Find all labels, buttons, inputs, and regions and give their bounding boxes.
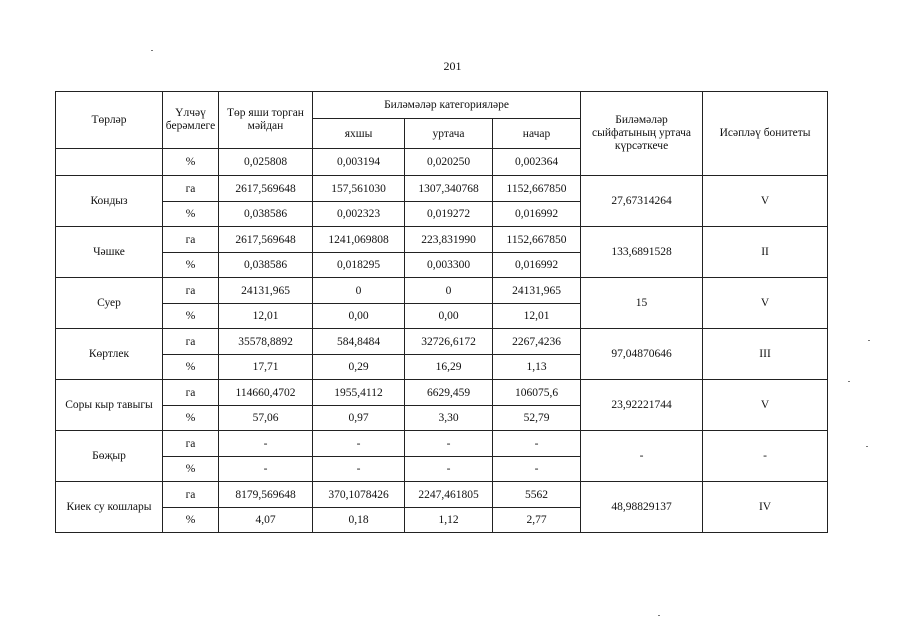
- cell-ha-unit: га: [163, 431, 219, 457]
- cell-ha-good: 584,8484: [313, 329, 405, 355]
- cell-pct-unit: %: [163, 355, 219, 380]
- cell-ha-bad: 2267,4236: [493, 329, 581, 355]
- cell-ha-area: 114660,4702: [219, 380, 313, 406]
- header-pct-area: 0,025808: [219, 149, 313, 176]
- cell-ha-medium: 0: [405, 278, 493, 304]
- table-row: [56, 431, 828, 457]
- cell-ha-medium: 1307,340768: [405, 176, 493, 202]
- avg-quality-value: 48,98829137: [581, 482, 703, 533]
- cell-pct-good: 0,97: [313, 406, 405, 431]
- species-name: Чәшке: [56, 227, 163, 278]
- cell-pct-bad: 2,77: [493, 508, 581, 533]
- cell-ha-unit: га: [163, 227, 219, 253]
- cell-pct-good: 0,18: [313, 508, 405, 533]
- table-row: [56, 278, 828, 304]
- bonitet-value: IV: [703, 482, 828, 533]
- cell-ha-good: -: [313, 431, 405, 457]
- cell-pct-bad: -: [493, 457, 581, 482]
- bonitet-value: V: [703, 380, 828, 431]
- bonitet-value: V: [703, 278, 828, 329]
- cell-pct-unit: %: [163, 457, 219, 482]
- cell-ha-good: 1955,4112: [313, 380, 405, 406]
- land-category-table: [55, 91, 828, 533]
- cell-ha-medium: -: [405, 431, 493, 457]
- cell-ha-good: 0: [313, 278, 405, 304]
- cell-pct-good: 0,00: [313, 304, 405, 329]
- cell-pct-bad: 52,79: [493, 406, 581, 431]
- cell-pct-good: 0,29: [313, 355, 405, 380]
- cell-pct-unit: %: [163, 202, 219, 227]
- cell-ha-unit: га: [163, 278, 219, 304]
- cell-pct-area: -: [219, 457, 313, 482]
- cell-ha-good: 1241,069808: [313, 227, 405, 253]
- cell-ha-bad: 106075,6: [493, 380, 581, 406]
- cell-pct-area: 17,71: [219, 355, 313, 380]
- cell-ha-bad: 5562: [493, 482, 581, 508]
- cell-ha-area: 2617,569648: [219, 176, 313, 202]
- scan-speck: [151, 50, 153, 51]
- bonitet-value: III: [703, 329, 828, 380]
- cell-pct-medium: 3,30: [405, 406, 493, 431]
- cell-pct-bad: 1,13: [493, 355, 581, 380]
- cell-ha-medium: 223,831990: [405, 227, 493, 253]
- cell-ha-medium: 6629,459: [405, 380, 493, 406]
- cell-pct-bad: 0,016992: [493, 202, 581, 227]
- cell-pct-area: 57,06: [219, 406, 313, 431]
- cell-ha-unit: га: [163, 176, 219, 202]
- cell-pct-unit: %: [163, 508, 219, 533]
- cell-pct-area: 12,01: [219, 304, 313, 329]
- cell-ha-bad: 1152,667850: [493, 176, 581, 202]
- avg-quality-value: 15: [581, 278, 703, 329]
- header-area: Төр яши торган мәйдан: [219, 92, 313, 149]
- species-name: Кондыз: [56, 176, 163, 227]
- cell-ha-good: 157,561030: [313, 176, 405, 202]
- header-cat-good: яхшы: [313, 119, 405, 149]
- table-row: [56, 227, 828, 253]
- cell-pct-medium: 0,00: [405, 304, 493, 329]
- cell-pct-medium: 1,12: [405, 508, 493, 533]
- table-row: [56, 329, 828, 355]
- bonitet-value: -: [703, 431, 828, 482]
- cell-ha-good: 370,1078426: [313, 482, 405, 508]
- page-number: 201: [443, 59, 462, 73]
- cell-pct-medium: -: [405, 457, 493, 482]
- scan-speck: [848, 381, 850, 382]
- cell-pct-good: 0,018295: [313, 253, 405, 278]
- cell-pct-medium: 0,019272: [405, 202, 493, 227]
- cell-ha-area: 24131,965: [219, 278, 313, 304]
- table-row: [56, 482, 828, 508]
- avg-quality-value: -: [581, 431, 703, 482]
- table-row: [56, 176, 828, 202]
- cell-ha-area: -: [219, 431, 313, 457]
- bonitet-value: II: [703, 227, 828, 278]
- header-species: Төрләр: [56, 92, 163, 149]
- header-pct-medium: 0,020250: [405, 149, 493, 176]
- bonitet-value: V: [703, 176, 828, 227]
- header-avg-quality: Биләмәләр сыйфатының уртача күрсәткече: [581, 92, 703, 176]
- avg-quality-value: 97,04870646: [581, 329, 703, 380]
- cell-pct-bad: 12,01: [493, 304, 581, 329]
- avg-quality-value: 27,67314264: [581, 176, 703, 227]
- species-name: Суер: [56, 278, 163, 329]
- cell-pct-area: 0,038586: [219, 253, 313, 278]
- scan-speck: [866, 446, 868, 447]
- cell-pct-area: 4,07: [219, 508, 313, 533]
- cell-pct-medium: 16,29: [405, 355, 493, 380]
- header-pct-unit: %: [163, 149, 219, 176]
- header-bonitet: Исәпләү бонитеты: [703, 92, 828, 176]
- scan-speck: [658, 615, 660, 616]
- header-pct-blank: [56, 149, 163, 176]
- header-unit: Үлчәү берәмлеге: [163, 92, 219, 149]
- header-cat-medium: уртача: [405, 119, 493, 149]
- cell-ha-bad: 1152,667850: [493, 227, 581, 253]
- species-name: Көртлек: [56, 329, 163, 380]
- header-pct-bad: 0,002364: [493, 149, 581, 176]
- header-categories: Биләмәләр категорияләре: [313, 92, 581, 119]
- cell-ha-area: 8179,569648: [219, 482, 313, 508]
- cell-ha-area: 2617,569648: [219, 227, 313, 253]
- cell-ha-medium: 32726,6172: [405, 329, 493, 355]
- cell-pct-medium: 0,003300: [405, 253, 493, 278]
- cell-pct-unit: %: [163, 253, 219, 278]
- cell-pct-area: 0,038586: [219, 202, 313, 227]
- avg-quality-value: 23,92221744: [581, 380, 703, 431]
- cell-pct-good: 0,002323: [313, 202, 405, 227]
- cell-ha-unit: га: [163, 329, 219, 355]
- scan-speck: [868, 340, 870, 341]
- species-name: Киек су кошлары: [56, 482, 163, 533]
- cell-pct-bad: 0,016992: [493, 253, 581, 278]
- cell-ha-medium: 2247,461805: [405, 482, 493, 508]
- header-cat-bad: начар: [493, 119, 581, 149]
- header-pct-good: 0,003194: [313, 149, 405, 176]
- cell-pct-unit: %: [163, 406, 219, 431]
- cell-ha-unit: га: [163, 482, 219, 508]
- avg-quality-value: 133,6891528: [581, 227, 703, 278]
- cell-pct-unit: %: [163, 304, 219, 329]
- species-name: Бөҗыр: [56, 431, 163, 482]
- table-row: [56, 380, 828, 406]
- cell-ha-bad: -: [493, 431, 581, 457]
- cell-ha-bad: 24131,965: [493, 278, 581, 304]
- cell-ha-unit: га: [163, 380, 219, 406]
- cell-pct-good: -: [313, 457, 405, 482]
- cell-ha-area: 35578,8892: [219, 329, 313, 355]
- species-name: Соры кыр тавыгы: [56, 380, 163, 431]
